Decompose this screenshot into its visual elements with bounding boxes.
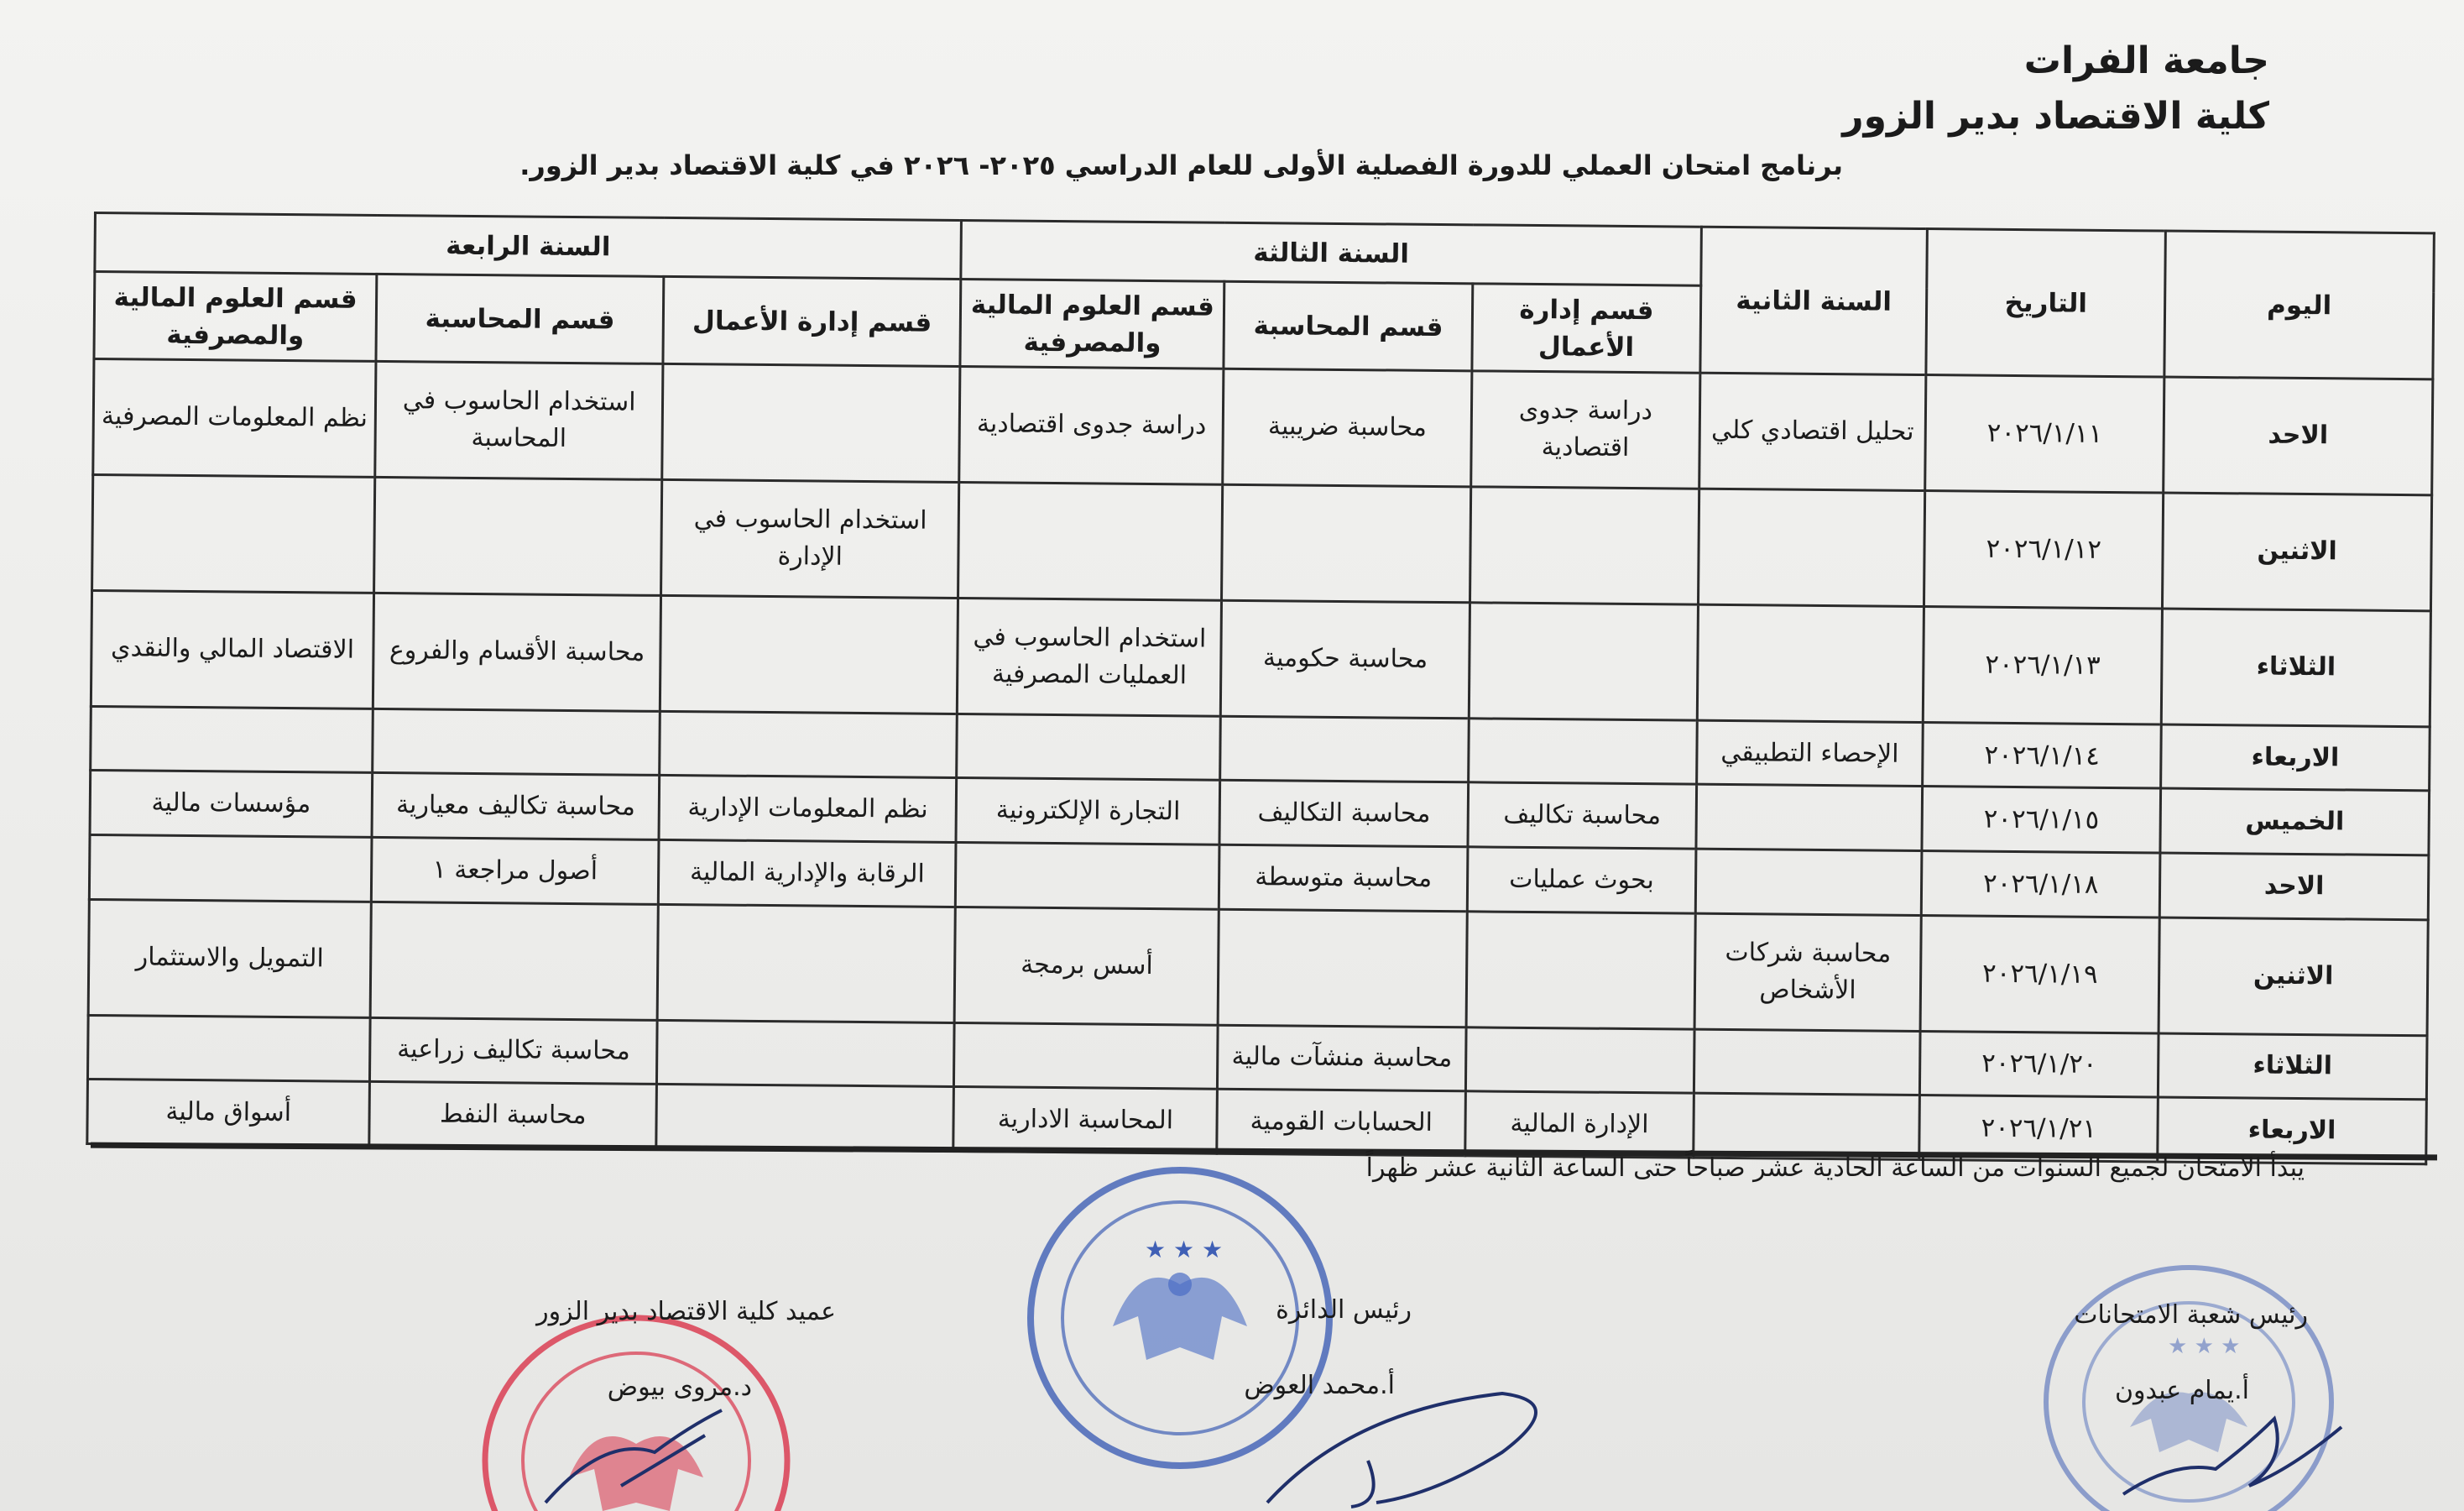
exam-cell <box>1695 849 1922 915</box>
exam-cell <box>374 477 662 595</box>
document-header <box>1842 34 2269 144</box>
header-day: اليوم <box>2164 231 2434 379</box>
day-cell: الاحد <box>2159 853 2429 919</box>
exam-schedule-table <box>86 212 2435 1165</box>
exam-cell: محاسبة شركات الأشخاص <box>1694 913 1922 1031</box>
day-cell: الاثنين <box>2159 918 2428 1036</box>
exam-cell <box>662 363 960 482</box>
exam-cell: استخدام الحاسوب في الإدارة <box>661 479 959 598</box>
exam-cell <box>1469 719 1697 785</box>
exam-cell <box>89 835 372 902</box>
exam-cell: محاسبة تكاليف معيارية <box>372 773 660 840</box>
exam-cell <box>91 706 373 773</box>
date-cell: ٢٠٢٦/١/١١ <box>1925 375 2164 493</box>
exam-cell: استخدام الحاسوب في المحاسبة <box>375 361 663 479</box>
day-cell: الثلاثاء <box>2158 1033 2427 1100</box>
header-fourth-year: السنة الرابعة <box>95 213 962 280</box>
exam-cell: محاسبة منشآت مالية <box>1218 1025 1466 1091</box>
exam-cell: تحليل اقتصادي كلي <box>1699 373 1926 490</box>
exam-cell <box>1693 1093 1919 1159</box>
exam-cell: محاسبة متوسطة <box>1219 844 1468 911</box>
exam-cell: التجارة الإلكترونية <box>956 778 1220 844</box>
date-cell: ٢٠٢٦/١/١٥ <box>1922 787 2160 853</box>
department-head-name: أ.محمد العوض <box>1244 1371 1395 1400</box>
exam-cell: محاسبة النفط <box>369 1082 657 1149</box>
svg-text:★ ★ ★: ★ ★ ★ <box>1145 1236 1224 1263</box>
schedule-title: برنامج امتحان العملي للدورة الفصلية الأولى للعام الدراسي ٢٠٢٥- ٢٠٢٦ في كلية الاقتصاد بدير الزور. <box>519 149 1843 181</box>
exam-cell <box>1697 604 1924 722</box>
exam-cell <box>656 1085 954 1152</box>
header-y3-banking: قسم العلوم المالية والمصرفية <box>960 280 1224 369</box>
day-cell: الخميس <box>2160 788 2430 855</box>
exam-cell: أسس برمجة <box>954 907 1219 1025</box>
exam-cell: بحوث عمليات <box>1467 847 1695 913</box>
exam-cell <box>958 482 1223 600</box>
dean-title: عميد كلية الاقتصاد بدير الزور <box>536 1297 836 1326</box>
exams-head-title: رئيس شعبة الامتحانات <box>2074 1300 2308 1330</box>
header-third-year: السنة الثالثة <box>961 221 1701 286</box>
exam-cell <box>1466 911 1695 1028</box>
day-cell: الثلاثاء <box>2161 609 2430 727</box>
day-cell: الاحد <box>2164 377 2433 495</box>
exam-cell: دراسة جدوى اقتصادية <box>959 367 1224 485</box>
exam-cell <box>1469 603 1698 720</box>
faculty-name: كلية الاقتصاد بدير الزور <box>1842 95 2269 138</box>
dean-name: د.مروى بيوض <box>607 1372 752 1402</box>
header-y4-business: قسم إدارة الأعمال <box>663 276 961 366</box>
exam-cell: الإدارة المالية <box>1465 1091 1694 1158</box>
day-cell: الاربعاء <box>2161 724 2430 791</box>
date-cell: ٢٠٢٦/١/١٣ <box>1924 606 2163 724</box>
exam-cell: محاسبة ضريبية <box>1223 369 1472 487</box>
exam-time-note: يبدأ الامتحان لجميع السنوات من الساعة الحادية عشر صباحاً حتى الساعة الثانية عشر ظهراً <box>1365 1153 2305 1183</box>
exam-cell <box>1470 487 1699 604</box>
exam-cell: محاسبة حكومية <box>1221 600 1470 719</box>
date-cell: ٢٠٢٦/١/١٩ <box>1920 915 2159 1033</box>
dean-handwritten-signature <box>520 1385 772 1511</box>
exam-cell: محاسبة الأقسام والفروع <box>373 593 660 711</box>
exam-cell <box>87 1015 370 1082</box>
header-y3-accounting: قسم المحاسبة <box>1224 281 1473 371</box>
exam-cell <box>657 1020 955 1087</box>
exam-cell <box>1218 909 1467 1027</box>
exam-cell: دراسة جدوى اقتصادية <box>1471 371 1700 489</box>
exam-cell <box>1698 489 1925 606</box>
table-row <box>88 899 2428 1035</box>
university-name: جامعة الفرات <box>2023 39 2269 82</box>
exam-cell: المحاسبة الادارية <box>953 1087 1218 1153</box>
department-head-handwritten-signature <box>1250 1377 1569 1511</box>
exam-cell <box>373 708 660 776</box>
exam-cell <box>1220 716 1469 782</box>
table-row <box>91 590 2430 726</box>
header-y4-accounting: قسم المحاسبة <box>376 274 664 363</box>
table-row <box>92 474 2432 610</box>
exam-cell: استخدام الحاسوب في العمليات المصرفية <box>958 598 1222 716</box>
exam-cell <box>660 711 958 778</box>
exam-cell <box>657 904 955 1022</box>
exam-cell <box>1694 1029 1920 1095</box>
header-second-year: السنة الثانية <box>1700 227 1928 374</box>
exam-cell: الحسابات القومية <box>1217 1089 1465 1155</box>
exam-cell: نظم المعلومات المصرفية <box>93 359 376 478</box>
exams-head-handwritten-signature <box>2106 1368 2358 1511</box>
exam-cell: مؤسسات مالية <box>90 771 373 838</box>
date-cell: ٢٠٢٦/١/٢١ <box>1919 1095 2158 1162</box>
day-cell: الاربعاء <box>2158 1097 2427 1164</box>
exams-head-name: أ.يمام عبدون <box>2114 1376 2249 1405</box>
exam-cell: الإحصاء التطبيقي <box>1696 720 1923 787</box>
exam-cell: محاسبة تكاليف زراعية <box>370 1017 658 1085</box>
department-head-title: رئيس الدائرة <box>1276 1295 1412 1325</box>
table-row <box>93 359 2433 495</box>
exam-cell: التمويل والاستثمار <box>88 899 371 1017</box>
header-y4-banking: قسم العلوم المالية والمصرفية <box>94 272 377 362</box>
exam-cell: الرقابة والإدارية المالية <box>659 839 957 907</box>
svg-text:★ ★ ★: ★ ★ ★ <box>2168 1334 2241 1359</box>
exam-cell: محاسبة تكاليف <box>1468 782 1696 849</box>
exam-cell <box>92 474 375 593</box>
exam-cell <box>660 595 958 714</box>
exam-cell <box>957 714 1221 780</box>
date-cell: ٢٠٢٦/١/١٤ <box>1923 722 2161 788</box>
date-cell: ٢٠٢٦/١/١٢ <box>1924 490 2164 608</box>
exam-cell: الاقتصاد المالي والنقدي <box>91 590 373 708</box>
day-cell: الاثنين <box>2163 493 2432 611</box>
exam-cell <box>954 1022 1219 1089</box>
date-cell: ٢٠٢٦/١/٢٠ <box>1920 1031 2159 1097</box>
exam-cell: نظم المعلومات الإدارية <box>659 776 957 843</box>
date-cell: ٢٠٢٦/١/١٨ <box>1922 851 2160 918</box>
exam-cell: أصول مراجعة ١ <box>371 837 659 904</box>
exam-cell: أسواق مالية <box>87 1080 370 1147</box>
exam-cell <box>1222 484 1471 603</box>
exam-cell <box>1465 1027 1694 1093</box>
exam-cell <box>370 902 658 1020</box>
exam-cell <box>1696 785 1923 851</box>
header-date: التاريخ <box>1926 229 2165 377</box>
exam-cell <box>956 843 1220 909</box>
header-y3-business: قسم إدارة الأعمال <box>1472 284 1701 373</box>
exam-cell: محاسبة التكاليف <box>1219 781 1468 847</box>
